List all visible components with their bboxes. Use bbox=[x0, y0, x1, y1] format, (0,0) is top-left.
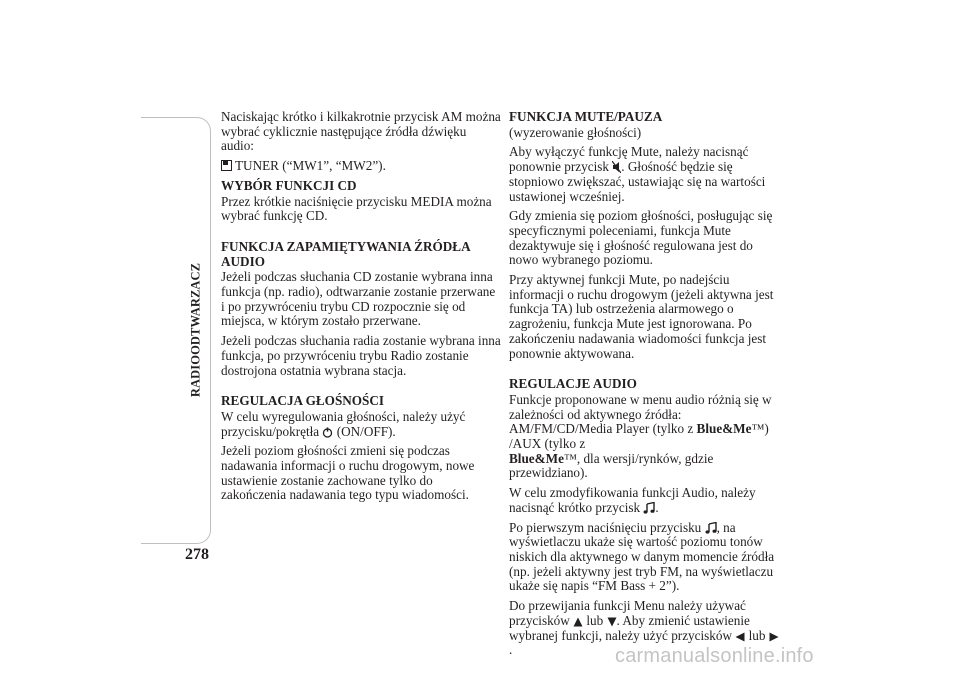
checkbox-bullet-icon bbox=[221, 160, 232, 171]
audio-text-3: Po pierwszym naciśnięciu przycisku , na wyświetlaczu ukaże się wartość poziomu tonów niskich dla aktywnego w danym momencie źródła (np. jeżeli aktywny jest tryb FM, na wyświetlaczu ukaże się napis “FM Bass + 2”). bbox=[509, 519, 775, 594]
arrow-right-icon bbox=[769, 632, 779, 642]
volume-text-1: W celu wyregulowania głośności, należy użyć przycisku/pokrętła (ON/OFF). bbox=[221, 408, 466, 439]
mute-icon bbox=[612, 161, 621, 173]
audio-text-4: Do przewijania funkcji Menu należy używać przycisków lub . Aby zmienić ustawienie wybranej funkcji, należy użyć przycisków lub . bbox=[509, 599, 784, 658]
audio-text-1: Funkcje proponowane w menu audio różnią się w zależności od aktywnego źródła: AM/FM/CD/Media Player (tylko z Blue&Me™) /AUX (tylko z Blue&Me™, dla wersji/rynków, gdzie przewidziano). bbox=[509, 391, 772, 481]
volume-heading: REGULACJA GŁOŚNOŚCI bbox=[221, 393, 385, 409]
right-column bbox=[509, 110, 784, 663]
mute-subtitle: (wyzerowanie głośności) bbox=[509, 124, 642, 140]
music-note-icon bbox=[705, 522, 717, 534]
mute-text-1: Aby wyłączyć funkcję Mute, należy nacisnąć ponownie przycisk . Głośność będzie się stopniowo zwiększać, ustawiając się na wartości ustawionej wcześniej. bbox=[509, 144, 766, 204]
music-note-icon bbox=[643, 502, 655, 514]
left-column bbox=[221, 110, 501, 508]
watermark: carmanualsonline.info bbox=[615, 645, 814, 667]
mute-text-2: Gdy zmienia się poziom głośności, posługując się specyficznymi poleceniami, funkcja Mute dezaktywuje się i głośność regulowana jest do nowo wybranego poziomu. bbox=[509, 208, 773, 268]
cd-text: Przez krótkie naciśnięcie przycisku MEDIA można wybrać funkcję CD. bbox=[221, 193, 492, 224]
tuner-item: TUNER (“MW1”, “MW2”). bbox=[221, 159, 501, 174]
audio-heading: REGULACJE AUDIO bbox=[509, 376, 637, 392]
power-knob-icon bbox=[322, 427, 333, 438]
mute-heading: FUNKCJA MUTE/PAUZA bbox=[509, 109, 663, 124]
am-intro: Naciskając krótko i kilkakrotnie przycisk AM można wybrać cyklicznie następujące źródła dźwięku audio: bbox=[221, 109, 501, 154]
chapter-title: RADIOODTWARZACZ bbox=[188, 262, 203, 398]
arrow-down-icon bbox=[607, 617, 617, 627]
mute-text-3: Przy aktywnej funkcji Mute, po nadejściu informacji o ruchu drogowym (jeżeli aktywna jest funkcja TA) lub ostrzeżenia alarmowego o zagrożeniu, funkcja Mute jest ignorowana. Po zakończeniu nadawania wiadomości funkcja jest ponownie aktywowana. bbox=[509, 272, 774, 361]
memory-text-1: Jeżeli podczas słuchania CD zostanie wybrana inna funkcja (np. radio), odtwarzanie zostanie przerwane i po przywróceniu trybu CD rozpocznie się od miejsca, w którym zostało przerwane. bbox=[221, 269, 496, 329]
arrow-left-icon bbox=[735, 632, 745, 642]
memory-text-2: Jeżeli podczas słuchania radia zostanie wybrana inna funkcja, po przywróceniu trybu Radio zostanie dostrojona ostatnia wybrana stacja. bbox=[221, 333, 501, 378]
page-number: 278 bbox=[185, 546, 209, 563]
memory-heading: FUNKCJA ZAPAMIĘTYWANIA ŹRÓDŁA AUDIO bbox=[221, 238, 470, 269]
arrow-up-icon bbox=[573, 617, 583, 627]
cd-heading: WYBÓR FUNKCJI CD bbox=[221, 177, 357, 193]
audio-text-2: W celu zmodyfikowania funkcji Audio, należy nacisnąć krótko przycisk . bbox=[509, 485, 756, 515]
volume-text-2: Jeżeli poziom głośności zmieni się podczas nadawania informacji o ruchu drogowym, nowe ustawienie zostanie zachowane tylko do zakończenia nadawania tego typu wiadomości. bbox=[221, 443, 475, 503]
